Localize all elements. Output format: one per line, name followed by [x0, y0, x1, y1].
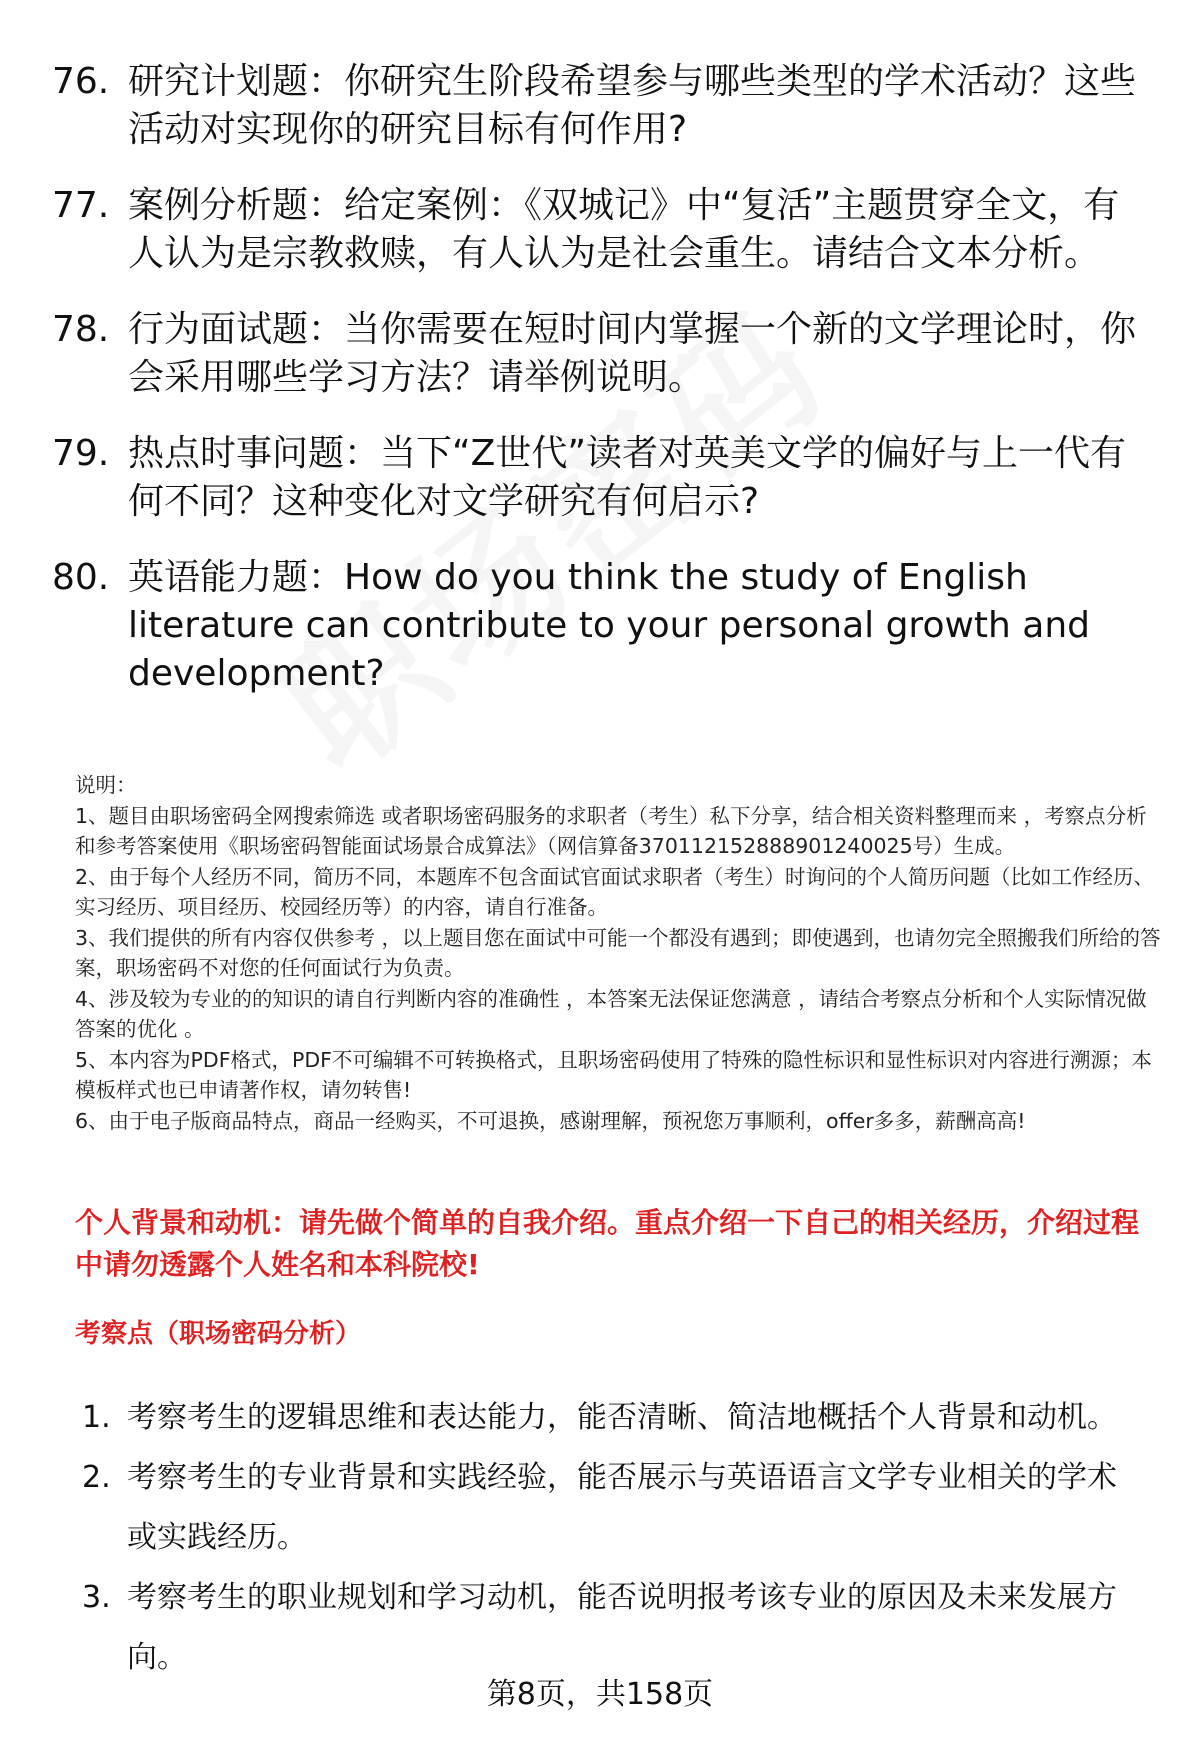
note-item: 3、我们提供的所有内容仅供参考 ，以上题目您在面试中可能一个都没有遇到；即使遇到，也请勿完全照搬我们所给的答案，职场密码不对您的任何面试行为负责。 — [75, 925, 1161, 980]
question-item — [52, 554, 1152, 698]
question-number: 79. — [52, 433, 110, 474]
notes-section — [75, 770, 1165, 1136]
point-text: 考察考生的逻辑思维和表达能力，能否清晰、简洁地概括个人背景和动机。 — [127, 1400, 1117, 1435]
question-text: 英语能力题：How do you think the study of English literature can contribute to your personal growth and development? — [128, 557, 1091, 694]
question-item — [52, 182, 1152, 278]
question-text: 案例分析题：给定案例：《双城记》中“复活”主题贯穿全文，有人认为是宗教救赎，有人认为是社会重生。请结合文本分析。 — [128, 185, 1120, 274]
point-number: 3. — [82, 1580, 111, 1615]
note-item: 1、题目由职场密码全网搜索筛选 或者职场密码服务的求职者（考生）私下分享，结合相关资料整理而来 ，考察点分析和参考答案使用《职场密码智能面试场景合成算法》（网信算备370112152888901240025号）生成。 — [75, 803, 1147, 858]
analysis-points — [82, 1388, 1162, 1688]
question-item — [52, 58, 1152, 154]
point-text: 考察考生的专业背景和实践经验，能否展示与英语语言文学专业相关的学术或实践经历。 — [127, 1460, 1117, 1555]
question-text: 热点时事问题：当下“Z世代”读者对英美文学的偏好与上一代有何不同？这种变化对文学研究有何启示? — [128, 433, 1126, 522]
note-item: 4、涉及较为专业的的知识的请自行判断内容的准确性 ，本答案无法保证您满意 ，请结合考察点分析和个人实际情况做答案的优化 。 — [75, 986, 1147, 1041]
point-number: 1. — [82, 1400, 111, 1435]
page-footer: 第8页，共158页 — [486, 1677, 714, 1712]
analysis-point — [82, 1568, 1162, 1688]
question-number: 80. — [52, 557, 110, 598]
analysis-point — [82, 1388, 1162, 1448]
question-text: 行为面试题：当你需要在短时间内掌握一个新的文学理论时，你会采用哪些学习方法？请举例说明。 — [128, 309, 1137, 398]
section-title: 个人背景和动机：请先做个简单的自我介绍。重点介绍一下自己的相关经历，介绍过程中请勿透露个人姓名和本科院校! — [75, 1206, 1140, 1281]
note-item: 2、由于每个人经历不同，简历不同，本题库不包含面试官面试求职者（考生）时询问的个人简历问题（比如工作经历、实习经历、项目经历、校园经历等）的内容，请自行准备。 — [75, 864, 1155, 919]
question-list — [52, 58, 1152, 726]
notes-heading: 说明： — [75, 773, 137, 797]
note-item: 5、本内容为PDF格式，PDF不可编辑不可转换格式，且职场密码使用了特殊的隐性标识和显性标识对内容进行溯源；本模板样式也已申请著作权，请勿转售! — [75, 1047, 1152, 1102]
note-item: 6、由于电子版商品特点，商品一经购买，不可退换，感谢理解，预祝您万事顺利，offer多多，薪酬高高! — [75, 1108, 1026, 1133]
question-item — [52, 306, 1152, 402]
question-number: 78. — [52, 309, 110, 350]
question-text: 研究计划题：你研究生阶段希望参与哪些类型的学术活动？这些活动对实现你的研究目标有何作用? — [128, 61, 1137, 150]
point-text: 考察考生的职业规划和学习动机，能否说明报考该专业的原因及未来发展方向。 — [127, 1580, 1117, 1675]
point-number: 2. — [82, 1460, 111, 1495]
analysis-point — [82, 1448, 1162, 1568]
section-subtitle: 考察点（职场密码分析） — [75, 1319, 362, 1349]
question-number: 76. — [52, 61, 110, 102]
question-item — [52, 430, 1152, 526]
question-number: 77. — [52, 185, 110, 226]
